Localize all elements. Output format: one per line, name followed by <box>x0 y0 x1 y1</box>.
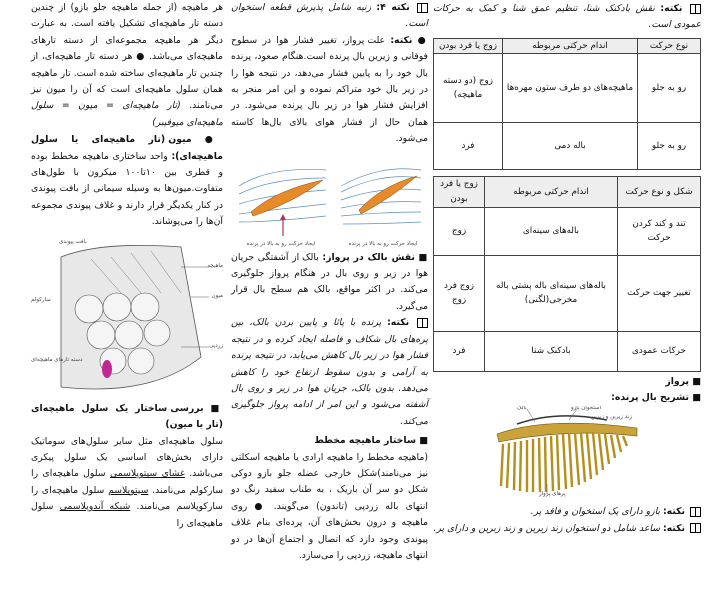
book-icon <box>417 318 428 328</box>
alula-note: نکته: پرنده با پائا و پایین بردن بالک، بین پره‌های بال شکاف و فاصله ایجاد کرده و در نتیجه فشار هوا در زیر بال کاهش می‌یابد، در نتیجه پرنده به آرامی و بدون سقوط ارتفاع خود را کاهش می‌دهد. بدون بالک، جریان هوا در زیر و روی بال آشفته می‌شود و این امر از ادامه پرواز جلوگیری می‌کند. <box>231 317 428 427</box>
movement-table-2 <box>433 176 701 371</box>
book-icon <box>690 507 701 517</box>
wing-label: زند زیرین و زبرین <box>591 414 632 421</box>
diagram-label: بافت پیوندی <box>59 238 87 245</box>
table-header: نوع حرکت <box>638 38 701 54</box>
table-header: زوج یا فرد بودن <box>434 38 503 54</box>
heading-flight: ■ پرواز <box>665 375 701 387</box>
alula-role: ■ نقش بالک در پرواز: بالک از آشفتگی جریان هوا در زیر و روی بال در هنگام پرواز جلوگیری می‌کند. در اکثر مواقع، بالک هم سطح بال قرار می‌گیرد. <box>231 251 428 312</box>
book-icon <box>417 3 428 13</box>
table-header: اندام حرکتی مربوطه <box>503 38 638 54</box>
heading-wing-anatomy: ■ تشریح بال پرنده: <box>611 392 701 403</box>
muscle-description: (ماهیچه مخطط را ماهیچه ارادی یا ماهیچه اسکلتی نیز می‌نامند)شکل خارجی عضله جلو بازو دوکی شکل دو سر آن باریک ، به طناب سفید رنگ دو انتهای باله زردپی (تاندون) می‌گویند. ● روی ماهیچه و درون بخش‌های آن، پرده‌ای بنام غلاف پیوندی وجود دارد که اتصال و اجتماع آن‌ها در دو انتهای ماهیچه، زردپی را می‌سازد. <box>231 451 428 561</box>
table-row: تغییر جهت حرکت باله‌های سینه‌ای باله پشتی باله مخرجی(لگنی) زوج فرد زوج <box>434 255 701 331</box>
swim-bladder-note: نکته: نقش بادکنک شنا، تنظیم عمق شنا و کمک به حرکات عمودی است. <box>433 3 701 31</box>
airfoil-illustration <box>231 156 428 248</box>
table-row: تند و کند کردن حرکت باله‌های سینه‌ای زوج <box>434 207 701 255</box>
wing-label: بالک <box>517 406 527 412</box>
muscle-diagram <box>31 237 223 399</box>
muscle-cross-section <box>31 237 223 399</box>
diagram-label: دسته تارهای ماهیچه‌ای <box>31 356 83 363</box>
cell-structure-text: سلول ماهیچه‌ای مثل سایر سلول‌های سوماتیک دارای بخش‌های اساسی یک سلول پیکری می‌باشد. غشای سیتوپلاسمی سلول ماهیچه‌ای را سارکولم می‌نامند. سیتوپلاسم سلول ماهیچه‌ای را سارکوپلاسم می‌نامند. شبکه آندوپلاسمی سلول ماهیچه‌ای را <box>31 435 223 529</box>
forearm-bone-note: نکته: ساعد شامل دو استخوان زند زیرین و زند زبرین و دارای پر. <box>433 521 701 537</box>
flight-cause: ● نکته: علت پرواز، تغییر فشار هوا در سطوح فوقانی و زیرین بال پرنده است.هنگام صعود، پرنده بال خود را به پایین فشار می‌دهد، در نتیجه هوا را در زیر بال خود متراکم نموده و این امر منجر به افزایش فشار هوا در زیر بال پرنده می‌شود. در همان حال از فشار هوای بالای بال‌ها کاسته می‌شود. <box>231 34 429 145</box>
wing-label: استخوان بازو <box>571 406 602 412</box>
muscle-bundles-text: هر ماهیچه (از جمله ماهیچه جلو بازو) از چندین دسته تار ماهیچه‌ای تشکیل یافته است. به عبارت دیگر هر ماهیچه مجموعه‌ای از دسته تارهای ماهیچه‌ای می‌باشد. ● هر دسته تار ماهیچه‌ای، از چندین تار ماهیچه‌ای ساخته شده است. تار ماهیچه همان سلول ماهیچه‌ای است که آن را میون نیز می‌نامند. (تار ماهیچه‌ای = میون = سلول ماهیچه‌ای میوفیبر) <box>31 2 223 128</box>
book-icon <box>690 4 701 14</box>
book-icon <box>690 523 701 533</box>
table-header: زوج یا فرد بودن <box>434 177 485 207</box>
table-header: شکل و نوع حرکت <box>618 177 701 207</box>
figure-caption: ایجاد حرکت رو به بالا در پرنده <box>246 240 316 247</box>
wing-diagram <box>487 406 647 498</box>
heading-striated-muscle: ■ ساختار ماهیچه مخطط <box>314 435 428 447</box>
diagram-label: میون <box>211 292 223 299</box>
table-row: رو به جلو ماهیچه‌های دو طرف ستون مهره‌ها زوج (دو دسته ماهیچه) <box>434 54 701 123</box>
diagram-label: ماهیچه <box>207 262 223 269</box>
middle-column <box>231 0 428 596</box>
myon-definition: ● میون (تار ماهیچه‌ای یا سلول ماهیچه‌ای): واحد ساختاری ماهیچه مخطط بوده و قطری بین ۱۰تا۱۰۰ میکرون با طول‌های متفاوت.میون‌ها به وسیله سیمانی از بافت پیوندی در کنار یکدیگر قرار دارند و غلاف پیوندی مجموعه آن‌ها را می‌پوشاند. <box>31 134 223 228</box>
diagram-label: سارکولم <box>31 296 51 303</box>
figure-caption: ایجاد حرکت رو به بالا در پرنده <box>348 240 418 247</box>
table-row: رو به جلو باله دمی فرد <box>434 123 701 170</box>
lift-diagram <box>231 156 428 248</box>
heading-cell-structure: ■ بررسی ساختار یک سلول ماهیچه‌ای (تار یا میون) <box>31 402 223 431</box>
arm-bone-note: نکته: بازو دارای یک استخوان و فاقد پر. <box>433 504 701 520</box>
right-column <box>433 0 701 596</box>
table-row: حرکات عمودی بادکنک شنا فرد <box>434 331 701 371</box>
left-column <box>31 0 223 596</box>
wing-label: پرهای پرواز <box>539 491 566 498</box>
diagram-label: زردپی <box>209 342 223 349</box>
note-4: نکته ۴: زنبه شامل پذیرش قطعه استخوان است. <box>231 2 428 30</box>
table-header: اندام حرکتی مربوطه <box>485 177 618 207</box>
movement-table-1 <box>433 38 701 171</box>
